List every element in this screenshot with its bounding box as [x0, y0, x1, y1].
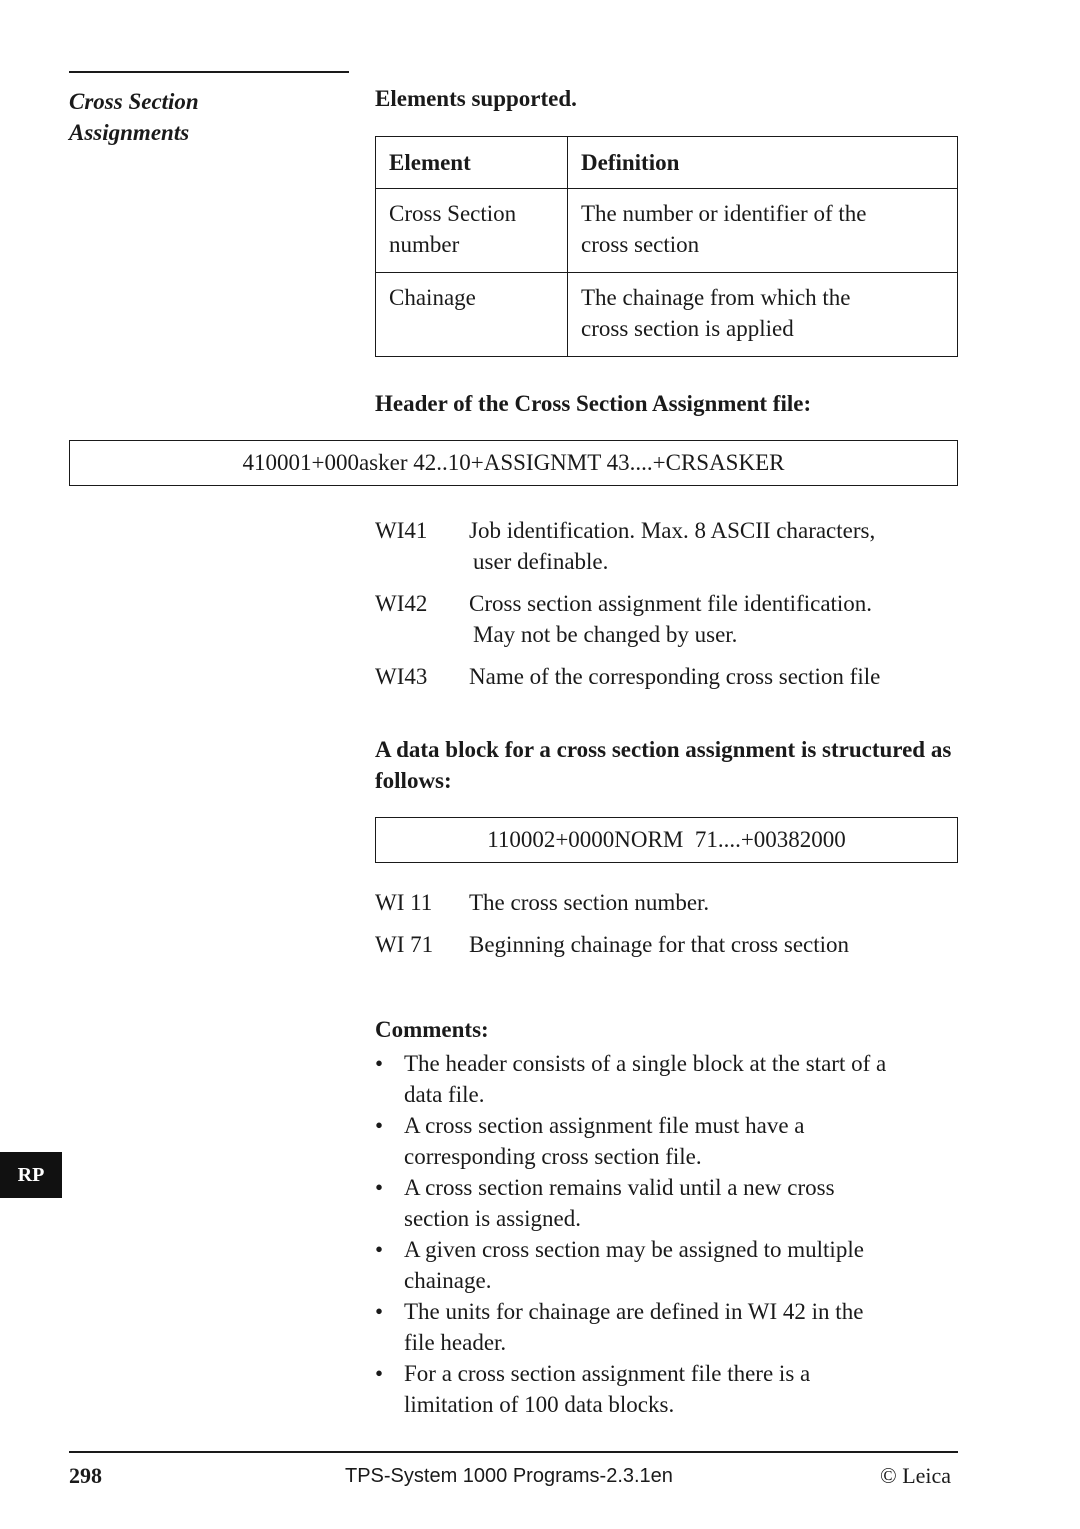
table-row [376, 189, 958, 273]
table-cell-element [376, 273, 568, 357]
wi-description: Job identification. Max. 8 ASCII characters, [469, 518, 876, 543]
footer-rule [69, 1451, 958, 1453]
column-header-element: Element [376, 137, 568, 189]
side-title-line-1: Cross Section [69, 89, 199, 114]
datablock-heading: A data block for a cross section assignment is structured as follows: [375, 737, 952, 793]
table-cell-definition [568, 189, 958, 273]
cell-line: Cross Section [389, 201, 517, 226]
list-item: • For a cross section assignment file there is a limitation of 100 data blocks. [375, 1358, 965, 1420]
wi-code: WI43 [375, 664, 428, 689]
elements-heading: Elements supported. [375, 86, 577, 111]
bullet-icon: • [375, 1299, 384, 1324]
wi-description: The cross section number. [469, 890, 710, 915]
table-cell-definition [568, 273, 958, 357]
cell-line: The number or identifier of the [581, 201, 867, 226]
bullet-icon: • [375, 1175, 384, 1200]
footer-copyright: © Leica [880, 1463, 952, 1488]
bullet-icon: • [375, 1237, 384, 1262]
comments-heading: Comments: [375, 1017, 489, 1042]
bullet-icon: • [375, 1113, 384, 1138]
header-heading: Header of the Cross Section Assignment file: [375, 391, 812, 416]
table-cell-element [376, 189, 568, 273]
cell-line: cross section [581, 232, 700, 257]
list-item: • A given cross section may be assigned to multiple chainage. [375, 1234, 965, 1296]
wi-code: WI41 [375, 518, 428, 543]
wi-code: WI42 [375, 591, 428, 616]
chapter-tab-rp[interactable]: RP [0, 1152, 62, 1198]
elements-table [375, 136, 958, 357]
table-header-row [376, 137, 958, 189]
wi-description: Cross section assignment file identification. [469, 591, 873, 616]
wi-description: Beginning chainage for that cross section [469, 932, 850, 957]
cell-line: cross section is applied [581, 316, 794, 341]
footer-title: TPS-System 1000 Programs-2.3.1en [345, 1465, 673, 1487]
wi-description-cont: May not be changed by user. [473, 622, 738, 647]
page-number: 298 [69, 1463, 102, 1488]
top-rule [69, 71, 349, 73]
datablock-example-box: 110002+0000NORM 71....+00382000 [375, 817, 958, 863]
list-item: • The units for chainage are defined in WI 42 in the file header. [375, 1296, 965, 1358]
table-row [376, 273, 958, 357]
wi-code: WI 11 [375, 890, 433, 915]
wi-description-cont: user definable. [473, 549, 609, 574]
column-header-definition: Definition [568, 137, 958, 189]
comments-list [375, 1048, 965, 1420]
bullet-icon: • [375, 1051, 384, 1076]
bullet-icon: • [375, 1361, 384, 1386]
cell-line: number [389, 232, 460, 257]
list-item: • A cross section remains valid until a new cross section is assigned. [375, 1172, 965, 1234]
wi-description: Name of the corresponding cross section file [469, 664, 881, 689]
header-example-box: 410001+000asker 42..10+ASSIGNMT 43....+CRSASKER [69, 440, 958, 486]
cell-line: Chainage [389, 285, 476, 310]
cell-line: The chainage from which the [581, 285, 851, 310]
list-item: • A cross section assignment file must have a corresponding cross section file. [375, 1110, 965, 1172]
wi-code: WI 71 [375, 932, 434, 957]
section-side-title [69, 86, 329, 148]
list-item: • The header consists of a single block at the start of a data file. [375, 1048, 965, 1110]
side-title-line-2: Assignments [69, 120, 190, 145]
